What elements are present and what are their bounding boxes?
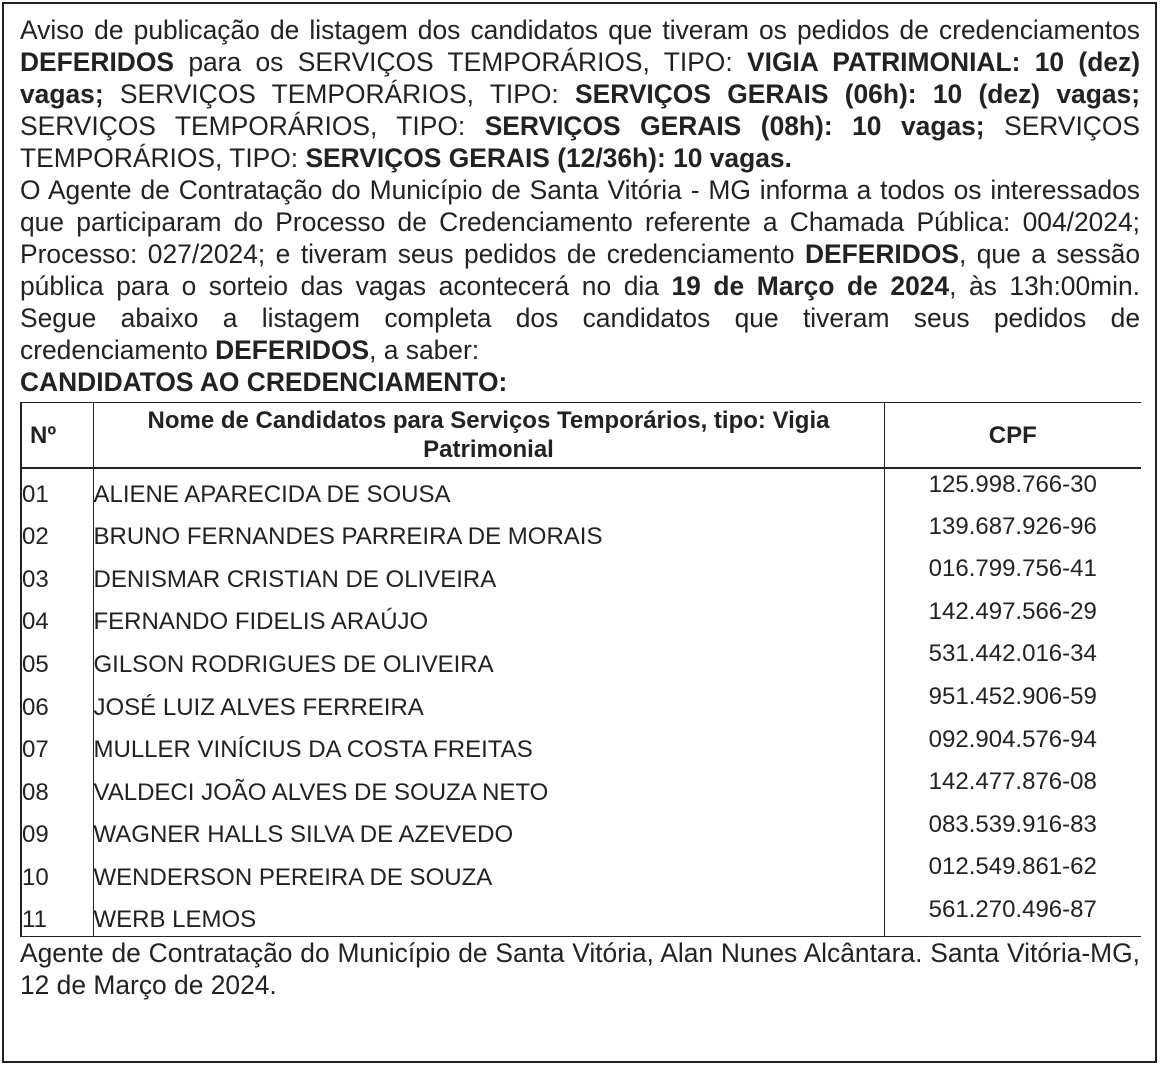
title-segment: VIGIA PATRIMONIAL: 10 (dez) vagas; (20, 47, 1140, 109)
body-segment: DEFERIDOS (804, 239, 959, 269)
row-candidate-name: GILSON RODRIGUES DE OLIVEIRA (93, 638, 884, 681)
section-heading: CANDIDATOS AO CREDENCIAMENTO: (20, 367, 508, 397)
title-segment: Aviso de publicação de listagem dos candidatos que tiveram os pedidos de credenciamentos (20, 15, 1140, 45)
row-candidate-name: DENISMAR CRISTIAN DE OLIVEIRA (93, 553, 884, 596)
title-segment: DEFERIDOS (20, 47, 174, 77)
body-segment: O Agente de Contratação do Município de Santa Vitória - MG informa a todos os interessados que participaram do Processo de Credenciamento referente a Chamada Pública: 004/2024; Processo: 027/2024; e tiveram seus pedidos de credenciamento (20, 175, 1140, 269)
title-segment: SERVIÇOS GERAIS (12/36h): 10 vagas. (305, 143, 792, 173)
table-row (21, 511, 1141, 554)
header-name: Nome de Candidatos para Serviços Temporários, tipo: Vigia Patrimonial (93, 403, 884, 469)
row-number: 02 (21, 511, 93, 554)
row-number: 10 (21, 851, 93, 894)
notice-title (20, 14, 1140, 174)
table-row (21, 596, 1141, 639)
table-row (21, 766, 1141, 809)
row-cpf: 012.549.861-62 (928, 853, 1097, 881)
table-header-row (21, 403, 1141, 469)
notice-content (20, 14, 1140, 1001)
row-cpf: 125.998.766-30 (928, 471, 1097, 498)
body-segment: , a saber: (369, 335, 480, 365)
row-number: 04 (21, 596, 93, 639)
table-row (21, 553, 1141, 596)
row-candidate-name: WENDERSON PEREIRA DE SOUZA (93, 851, 884, 894)
table-row (21, 851, 1141, 894)
row-cpf: 531.442.016-34 (928, 640, 1097, 668)
row-cpf: 092.904.576-94 (928, 725, 1097, 753)
footer-signature: Agente de Contratação do Município de Santa Vitória, Alan Nunes Alcântara. Santa Vitória-MG, 12 de Março de 2024. (20, 938, 1140, 1001)
row-candidate-name: MULLER VINÍCIUS DA COSTA FREITAS (93, 724, 884, 767)
body-segment: 19 de Março de 2024 (671, 271, 950, 301)
candidates-table (20, 402, 1141, 937)
title-segment: SERVIÇOS GERAIS (08h): 10 vagas; (484, 111, 985, 141)
row-candidate-name: JOSÉ LUIZ ALVES FERREIRA (93, 681, 884, 724)
row-number: 03 (21, 553, 93, 596)
row-number: 08 (21, 766, 93, 809)
row-cpf: 951.452.906-59 (928, 682, 1097, 710)
body-segment: , que a sessão pública para o sorteio das vagas acontecerá no dia (20, 239, 1141, 301)
table-row (21, 638, 1141, 681)
header-cpf: CPF (884, 403, 1141, 469)
title-segment: para os SERVIÇOS TEMPORÁRIOS, TIPO: (173, 47, 748, 77)
body-segment: , às 13h:00min. Segue abaixo a listagem completa dos candidatos que tiveram seus pedidos de credenciamento (20, 271, 1141, 365)
row-number: 06 (21, 681, 93, 724)
table-row (21, 809, 1141, 852)
table-row (21, 724, 1141, 767)
header-number: Nº (21, 403, 93, 469)
row-candidate-name: FERNANDO FIDELIS ARAÚJO (93, 596, 884, 639)
row-cpf: 016.799.756-41 (928, 555, 1097, 583)
title-segment: SERVIÇOS TEMPORÁRIOS, TIPO: (20, 111, 1140, 173)
title-segment: SERVIÇOS TEMPORÁRIOS, TIPO: (103, 79, 576, 109)
row-number: 07 (21, 724, 93, 767)
table-row (21, 468, 1141, 511)
row-candidate-name: ALIENE APARECIDA DE SOUSA (93, 468, 884, 511)
row-cpf: 561.270.496-87 (884, 894, 1141, 937)
title-segment: SERVIÇOS TEMPORÁRIOS, TIPO: (20, 111, 485, 141)
row-cpf: 083.539.916-83 (928, 810, 1097, 838)
row-number: 09 (21, 809, 93, 852)
row-number: 05 (21, 638, 93, 681)
row-cpf: 142.477.876-08 (928, 768, 1097, 796)
row-candidate-name: WERB LEMOS (93, 894, 884, 937)
notice-body (20, 174, 1140, 366)
row-cpf: 139.687.926-96 (928, 512, 1097, 540)
body-segment: DEFERIDOS (215, 335, 370, 365)
row-candidate-name: BRUNO FERNANDES PARREIRA DE MORAIS (93, 511, 884, 554)
title-segment: SERVIÇOS GERAIS (06h): 10 (dez) vagas; (575, 79, 1140, 109)
table-row (21, 894, 1141, 937)
table-row (21, 681, 1141, 724)
row-number: 11 (21, 894, 93, 937)
row-candidate-name: VALDECI JOÃO ALVES DE SOUZA NETO (93, 766, 884, 809)
row-cpf: 142.497.566-29 (928, 597, 1097, 625)
row-number: 01 (21, 468, 93, 511)
row-candidate-name: WAGNER HALLS SILVA DE AZEVEDO (93, 809, 884, 852)
table-body (21, 468, 1141, 937)
